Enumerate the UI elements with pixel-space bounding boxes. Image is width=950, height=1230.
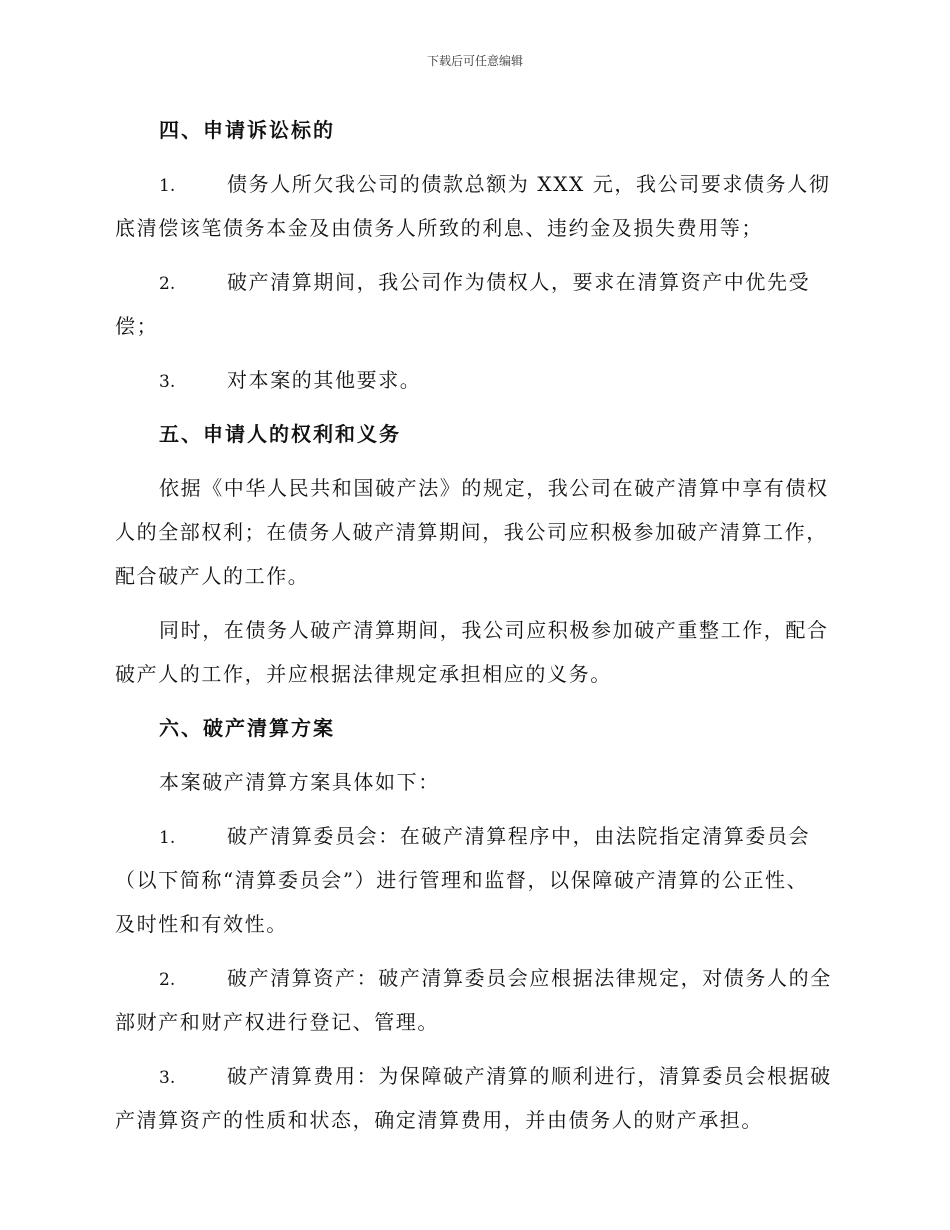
page-header: 下载后可任意编辑: [426, 54, 523, 68]
list-item-6-1-cont: （以下简称“清算委员会”）进行管理和监督，以保障破产清算的公正性、: [115, 868, 809, 892]
list-item-6-3-cont: 产清算资产的性质和状态，确定清算费用，并由债务人的财产承担。: [115, 1108, 763, 1132]
list-item-6-2: 2. 破产清算资产：破产清算委员会应根据法律规定，对债务人的全: [159, 966, 832, 990]
section-6-intro: 本案破产清算方案具体如下：: [159, 770, 440, 794]
section-heading-5: 五、申请人的权利和义务: [159, 422, 401, 446]
paragraph-5-1-line-3: 配合破产人的工作。: [115, 564, 310, 588]
section-heading-4: 四、申请诉讼标的: [159, 118, 335, 142]
list-item-6-1-cont-2: 及时性和有效性。: [115, 912, 288, 936]
list-item-6-2-cont: 部财产和财产权进行登记、管理。: [115, 1010, 439, 1034]
list-item-4-2: 2. 破产清算期间，我公司作为债权人，要求在清算资产中优先受: [159, 270, 811, 294]
list-item-4-1: 1. 债务人所欠我公司的债款总额为 XXX 元，我公司要求债务人彻: [159, 172, 831, 196]
list-item-4-2-cont: 偿；: [115, 314, 159, 338]
section-heading-6: 六、破产清算方案: [159, 716, 335, 740]
paragraph-5-1-line-2: 人的全部权利；在债务人破产清算期间，我公司应积极参加破产清算工作，: [115, 520, 828, 544]
document-body: [115, 108, 833, 1142]
paragraph-5-2-line-1: 同时，在债务人破产清算期间，我公司应积极参加破产重整工作，配合: [159, 618, 829, 642]
list-item-4-1-cont: 底清偿该笔债务本金及由债务人所致的利息、违约金及损失费用等；: [115, 216, 763, 240]
paragraph-5-1-line-1: 依据《中华人民共和国破产法》的规定，我公司在破产清算中享有债权: [159, 476, 829, 500]
list-item-6-3: 3. 破产清算费用：为保障破产清算的顺利进行，清算委员会根据破: [159, 1064, 832, 1088]
paragraph-5-2-line-2: 破产人的工作，并应根据法律规定承担相应的义务。: [115, 662, 612, 686]
list-item-4-3: 3. 对本案的其他要求。: [159, 368, 422, 392]
list-item-6-1: 1. 破产清算委员会：在破产清算程序中，由法院指定清算委员会: [159, 824, 811, 848]
